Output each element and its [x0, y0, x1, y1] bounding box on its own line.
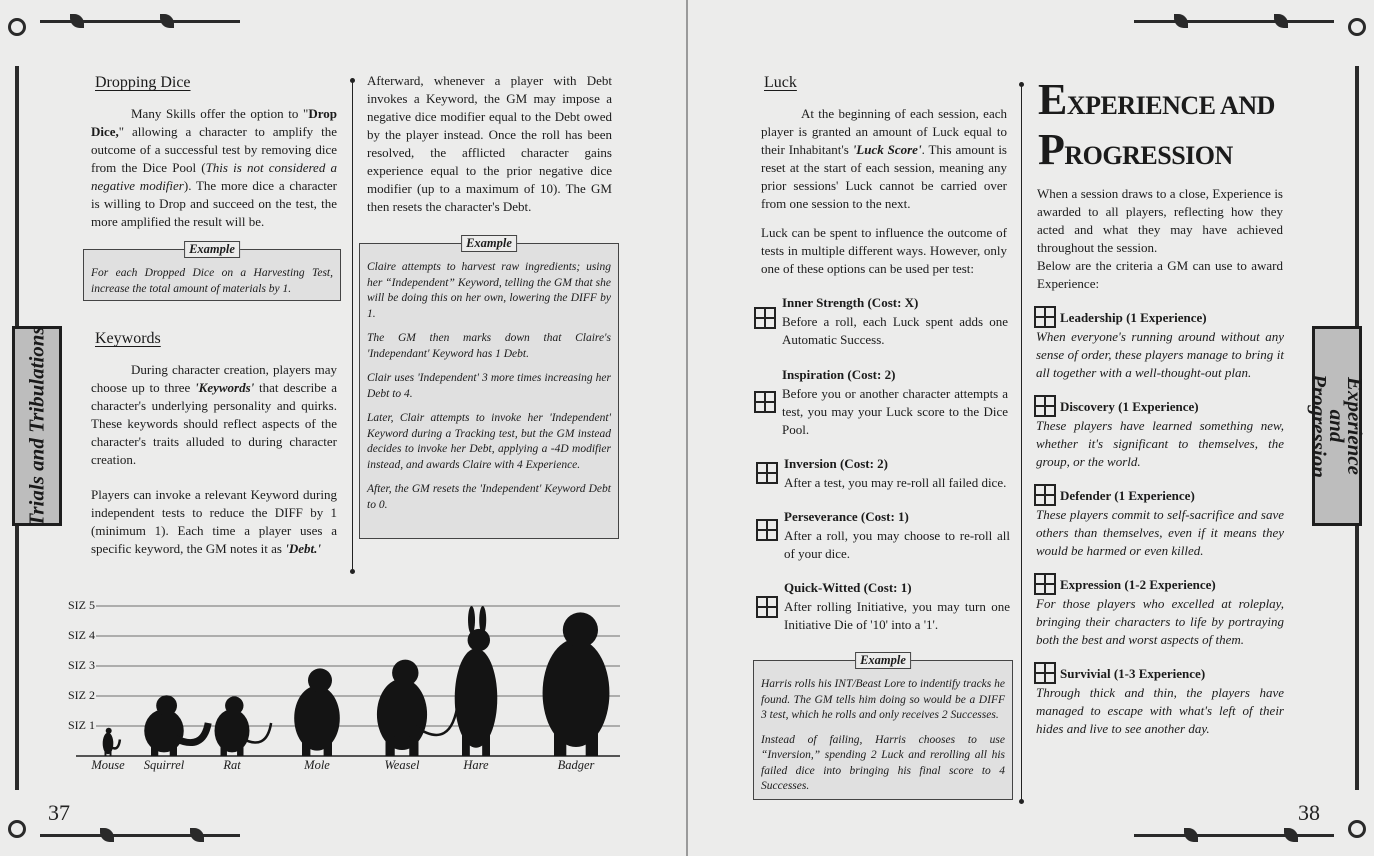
- column-divider: [1021, 84, 1022, 802]
- cross-icon: [1034, 484, 1056, 506]
- debt-body: Afterward, whenever a player with Debt invokes a Keyword, the GM may impose a negative dice modifier equal to the Debt owed by the player instead. Once the roll has been resolved, the afflicted character gains experience equal to the prior negative dice modifier (up to a maximum of 10). The GM then resets the character's Debt.: [367, 73, 612, 214]
- cross-icon: [1034, 306, 1056, 328]
- dropping-dice-example-box: [83, 242, 341, 301]
- example-para: Claire attempts to harvest raw ingredients; using her “Independent” Keyword, telling the GM that she will be doing this on her own, lowering the DIFF by 1.: [367, 261, 611, 320]
- creature-label: Mouse: [91, 758, 125, 772]
- dropping-dice-heading: Dropping Dice: [95, 74, 191, 91]
- mole-silhouette: [294, 668, 340, 756]
- left-page: [0, 0, 686, 856]
- chapter-tab-label: Experience and Progression: [1307, 374, 1368, 478]
- cross-icon: [756, 462, 778, 484]
- creature-size-chart: [62, 596, 630, 782]
- size-level-label: SIZ 2: [68, 688, 95, 702]
- example-para: Clair uses 'Independent' 3 more times increasing her Debt to 4.: [367, 372, 611, 400]
- size-level-label: SIZ 4: [68, 628, 95, 642]
- chapter-tab-label: Trials and Tribulations: [24, 325, 49, 527]
- example-para: Later, Clair attempts to invoke her 'Independent' Keyword during a Tracking test, but the GM instead decides to invoke her Debt, applying a -4D modifier instead, and awards Claire with 4 Experience.: [367, 412, 611, 471]
- example-para: Harris rolls his INT/Beast Lore to indentify tracks he found. The GM tells him doing so would be a DIFF 3 test, which he rolls and only receives 2 Successes.: [761, 678, 1005, 721]
- column-divider: [352, 80, 353, 572]
- example-para: After, the GM resets the 'Independent' Keyword Debt to 0.: [367, 483, 611, 511]
- luck-heading: Luck: [764, 74, 797, 91]
- luck-example-box: [753, 653, 1013, 800]
- vine-border-top: [1134, 14, 1334, 28]
- creature-label: Hare: [463, 758, 489, 772]
- xp-intro: When a session draws to a close, Experience is awarded to all players, reflecting how they acted and what they may have achieved throughout the session. Below are the criteria a GM can use to award Experience:: [1037, 186, 1283, 291]
- luck-body-2: Luck can be spent to influence the outcome of tests in multiple different ways. However, only one of these options can be used per test:: [761, 225, 1007, 276]
- example-para: Instead of failing, Harris chooses to use “Inversion,” spending 2 Luck and rerolling all his failed dice into bringing his final score to 4 Successes.: [761, 733, 1005, 792]
- page-number: 37: [48, 800, 70, 825]
- squirrel-silhouette: [144, 695, 208, 756]
- keyword-example-box: [359, 236, 619, 539]
- page-number: 38: [1298, 800, 1320, 825]
- example-text: For each Dropped Dice on a Harvesting Test, increase the total amount of materials by 1.: [91, 267, 333, 295]
- badger-silhouette: [543, 612, 610, 756]
- creature-label: Badger: [557, 758, 595, 772]
- size-chart-graphic: [62, 596, 630, 782]
- size-level-label: SIZ 3: [68, 658, 95, 672]
- example-para: The GM then marks down that Claire's 'Independant' Keyword has 1 Debt.: [367, 332, 611, 360]
- size-level-label: SIZ 1: [68, 718, 95, 732]
- vine-border-bottom: [40, 828, 240, 842]
- vine-border-top: [40, 14, 240, 28]
- keywords-body-2: Players can invoke a relevant Keyword during independent tests to reduce the DIFF by 1 (minimum 1). Each time a player uses a specific keyword, the GM notes it as 'Debt.': [91, 487, 337, 556]
- example-label: Example: [855, 652, 911, 669]
- creature-label: Rat: [223, 758, 241, 772]
- example-label: Example: [184, 241, 240, 258]
- cross-icon: [1034, 662, 1056, 684]
- cross-icon: [1034, 395, 1056, 417]
- creature-label: Squirrel: [143, 758, 185, 772]
- right-page: Experience and Progression Luck At the beginning of each session, each player is granted an amount of Luck equal to their Inhabitant's 'Luck Score'. This amount is reset at the start of each session, meaning any prior sessions' Luck cannot be carried over from one session to the next. Luck can be spent to influence the outcome of tests in multiple different ways. However, only one of these options can be used per test: Inner Strength (Cost: X) Before a roll, each Luck spent adds one Automatic Success. Inspiration (Cost: 2) Before you or another character attempts a test, you may your Luck score to the Dice Pool. Inversion (Cost: 2) After a test, you may re-roll all failed dice. Perseverance (Cost: 1) After a roll, you may choose to re-roll all of your dice. Quick-Witted (Cost: 1) After rolling Initiative, you may turn one Initiative Die of '10' into a '1'. Example Harris rolls his INT/Beast Lore to indentify tracks he found. The GM tells him doing so would be a DIFF 3 test, which he rolls and only receives 2 Successes. Instead of failing, Harris chooses to use “Inversion,” spending 2 Luck and rerolling all his failed dice into bringing his final score to 4 Successes. EXPERIENCE AND PROGRESSION When a session draws to a close, Experience is awarded to all players, reflecting how they acted and what they may have achieved throughout the session. Below are the criteria a GM can use to award Experience: Leadership (1 Experience) When everyone's running around without any sense of order, these players manage to bring it all together with a well-thought-out plan. Discovery (1 Experience) These players have learned something new, whether it's significant to themselves, the group, or the world. Defender (1 Experience) These players commit to self-sacrifice and save others than themselves, even if it means they would be harmed or even killed. Expression (1-2 Experience) For those players who excelled at roleplay, bringing their characters to life by portraying both the best and worst aspects of them. Survivial (1-3 Experience) Through thick and thin, the players have managed to escape with what's left of their hides and live to see another day. 38: [688, 0, 1374, 856]
- mouse-silhouette: [103, 728, 120, 756]
- keywords-body-1: During character creation, players may choose up to three 'Keywords' that describe a character's underlying personality and quirks. These keywords should reflect aspects of the character's traits alluded to during character creation.: [91, 362, 337, 467]
- cross-icon: [754, 307, 776, 329]
- cross-icon: [754, 391, 776, 413]
- cross-icon: [1034, 573, 1056, 595]
- chapter-title: EXPERIENCE AND PROGRESSION: [1038, 75, 1275, 174]
- creature-label: Weasel: [384, 758, 420, 772]
- chapter-side-tab: [12, 326, 62, 526]
- keywords-heading: Keywords: [95, 330, 161, 347]
- size-level-label: SIZ 5: [68, 598, 95, 612]
- hare-silhouette: [455, 606, 498, 756]
- luck-body-1: At the beginning of each session, each player is granted an amount of Luck equal to their Inhabitant's 'Luck Score'. This amount is reset at the start of each session, meaning any prior sessions' Luck cannot be carried over from one session to the next.: [761, 106, 1007, 211]
- cross-icon: [756, 519, 778, 541]
- cross-icon: [756, 596, 778, 618]
- example-label: Example: [461, 235, 517, 252]
- dropping-dice-body: Many Skills offer the option to "Drop Dice," allowing a character to amplify the outcome of a successful test by removing dice from the Dice Pool (This is not considered a negative modifier). The more dice a character is willing to Drop and succeed on the test, the more amplified the result will be.: [91, 106, 337, 229]
- vine-border-bottom: [1134, 828, 1334, 842]
- chapter-side-tab: [1307, 326, 1368, 526]
- weasel-silhouette: [377, 660, 458, 756]
- creature-label: Mole: [304, 758, 330, 772]
